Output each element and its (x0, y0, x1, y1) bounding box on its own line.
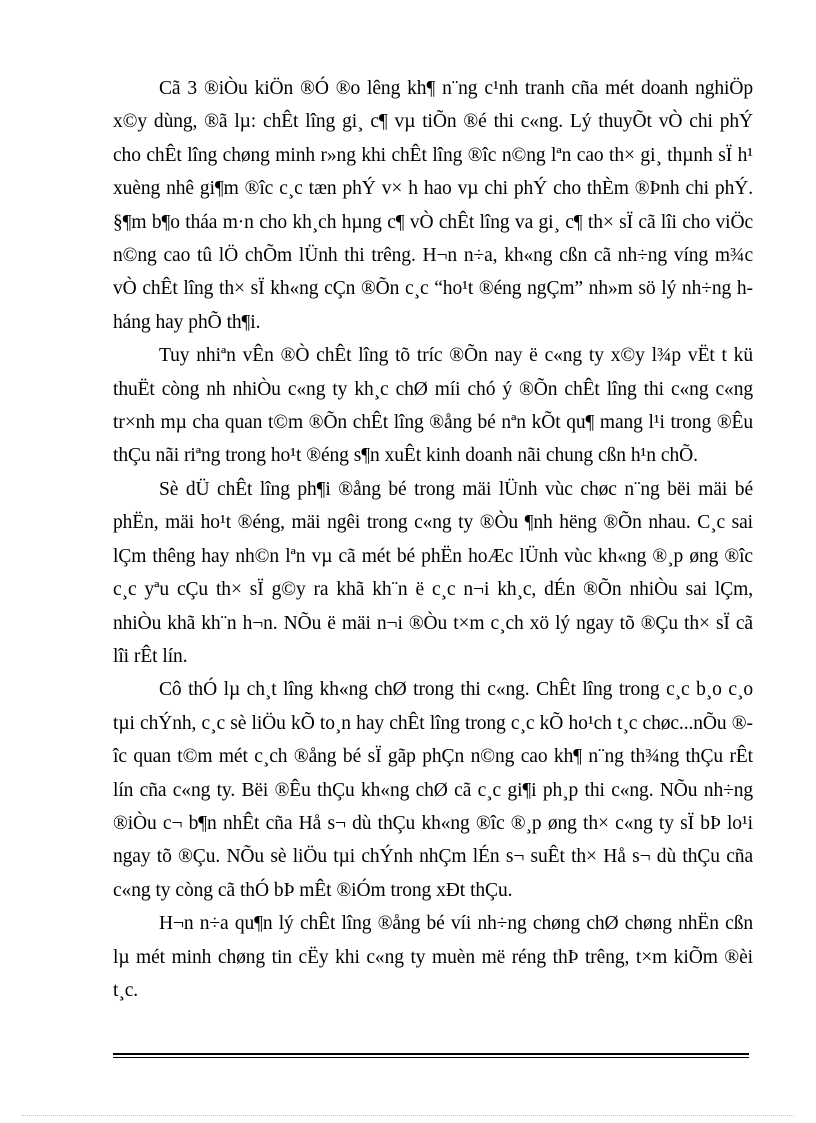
paragraph-1: Cã 3 ®iÒu kiÖn ®Ó ®o lêng kh¶ n¨ng c¹nh tranh cña mét doanh nghiÖp x©y dùng, ®ã lµ: chÊt lîng gi¸ c¶ vµ tiÕn ®é thi c«ng. Lý thuyÕt vÒ chi phÝ cho chÊt lîng chøng minh r»ng khi chÊt lîng ®îc n©ng lªn cao th× gi¸ thµnh sÏ h¹ xuèng nhê gi¶m ®îc c¸c tæn phÝ v× h hao vµ chi phÝ cho thÈm ®Þnh chi phÝ. §¶m b¶o tháa m·n cho kh¸ch hµng c¶ vÒ chÊt lîng va gi¸ c¶ th× sÏ cã lîi cho viÖc n©ng cao tû lÖ chÕm lÜnh thi trêng. H¬n n÷a, kh«ng cßn cã nh÷ng víng m¾c vÒ chÊt lîng th× sÏ kh«ng cÇn ®Õn c¸c “ho¹t ®éng ngÇm” nh»m sö lý nh÷ng h háng hay phÕ th¶i. (113, 78, 753, 333)
paragraph-5: H¬n n÷a qu¶n lý chÊt lîng ®ång bé víi nh÷ng chøng chØ chøng nhËn cßn lµ mét minh chøng tin cËy khi c«ng ty muèn më réng thÞ trêng, t×m kiÕm ®èi t¸c. (113, 913, 753, 1001)
document-body (113, 72, 753, 1007)
paragraph-3: Sè dÜ chÊt lîng ph¶i ®ång bé trong mäi lÜnh vùc chøc n¨ng bëi mäi bé phËn, mäi ho¹t ®éng, mäi ngêi trong c«ng ty ®Òu ¶nh hëng ®Õn nhau. C¸c sai lÇm thêng hay nh©n lªn vµ cã mét bé phËn hoÆc lÜnh vùc kh«ng ®¸p øng ®îc c¸c yªu cÇu th× sÏ g©y ra khã kh¨n ë c¸c n¬i kh¸c, dÉn ®Õn nhiÒu sai lÇm, nhiÒu khã kh¨n h¬n. NÕu ë mäi n¬i ®Òu t×m c¸ch xö lý ngay tõ ®Çu th× sÏ cã lîi rÊt lín. (113, 478, 753, 667)
page-edge-dotted-line (22, 1115, 794, 1116)
paragraph-4: Cô thÓ lµ ch¸t lîng kh«ng chØ trong thi c«ng. ChÊt lîng trong c¸c b¸o c¸o tµi chÝnh, c¸c sè liÖu kÕ to¸n hay chÊt lîng trong c¸c kÕ ho¹ch t¸c chøc...nÕu ®îc quan t©m mét c¸ch ®ång bé sÏ gãp phÇn n©ng cao kh¶ n¨ng th¾ng thÇu rÊt lín cña c«ng ty. Bëi ®Êu thÇu kh«ng chØ cã c¸c gi¶i ph¸p thi c«ng. NÕu nh÷ng ®iÒu c¬ b¶n nhÊt cña Hå s¬ dù thÇu kh«ng ®îc ®¸p øng th× c«ng ty sÏ bÞ lo¹i ngay tõ ®Çu. NÕu sè liÖu tµi chÝnh nhÇm lÉn s¬ suÊt th× Hå s¬ dù thÇu cña c«ng ty còng cã thÓ bÞ mÊt ®iÓm trong xÐt thÇu. (113, 679, 753, 901)
paragraph-2: Tuy nhiªn vÊn ®Ò chÊt lîng tõ tríc ®Õn nay ë c«ng ty x©y l¾p vËt t kü thuËt còng nh nhiÒu c«ng ty kh¸c chØ míi chó ý ®Õn chÊt lîng thi c«ng c«ng tr×nh mµ cha quan t©m ®Õn chÊt lîng ®ång bé nªn kÕt qu¶ mang l¹i trong ®Êu thÇu nãi riªng trong ho¹t ®éng s¶n xuÊt kinh doanh nãi chung cßn h¹n chÕ. (113, 345, 753, 467)
footer-double-rule (113, 1053, 749, 1058)
